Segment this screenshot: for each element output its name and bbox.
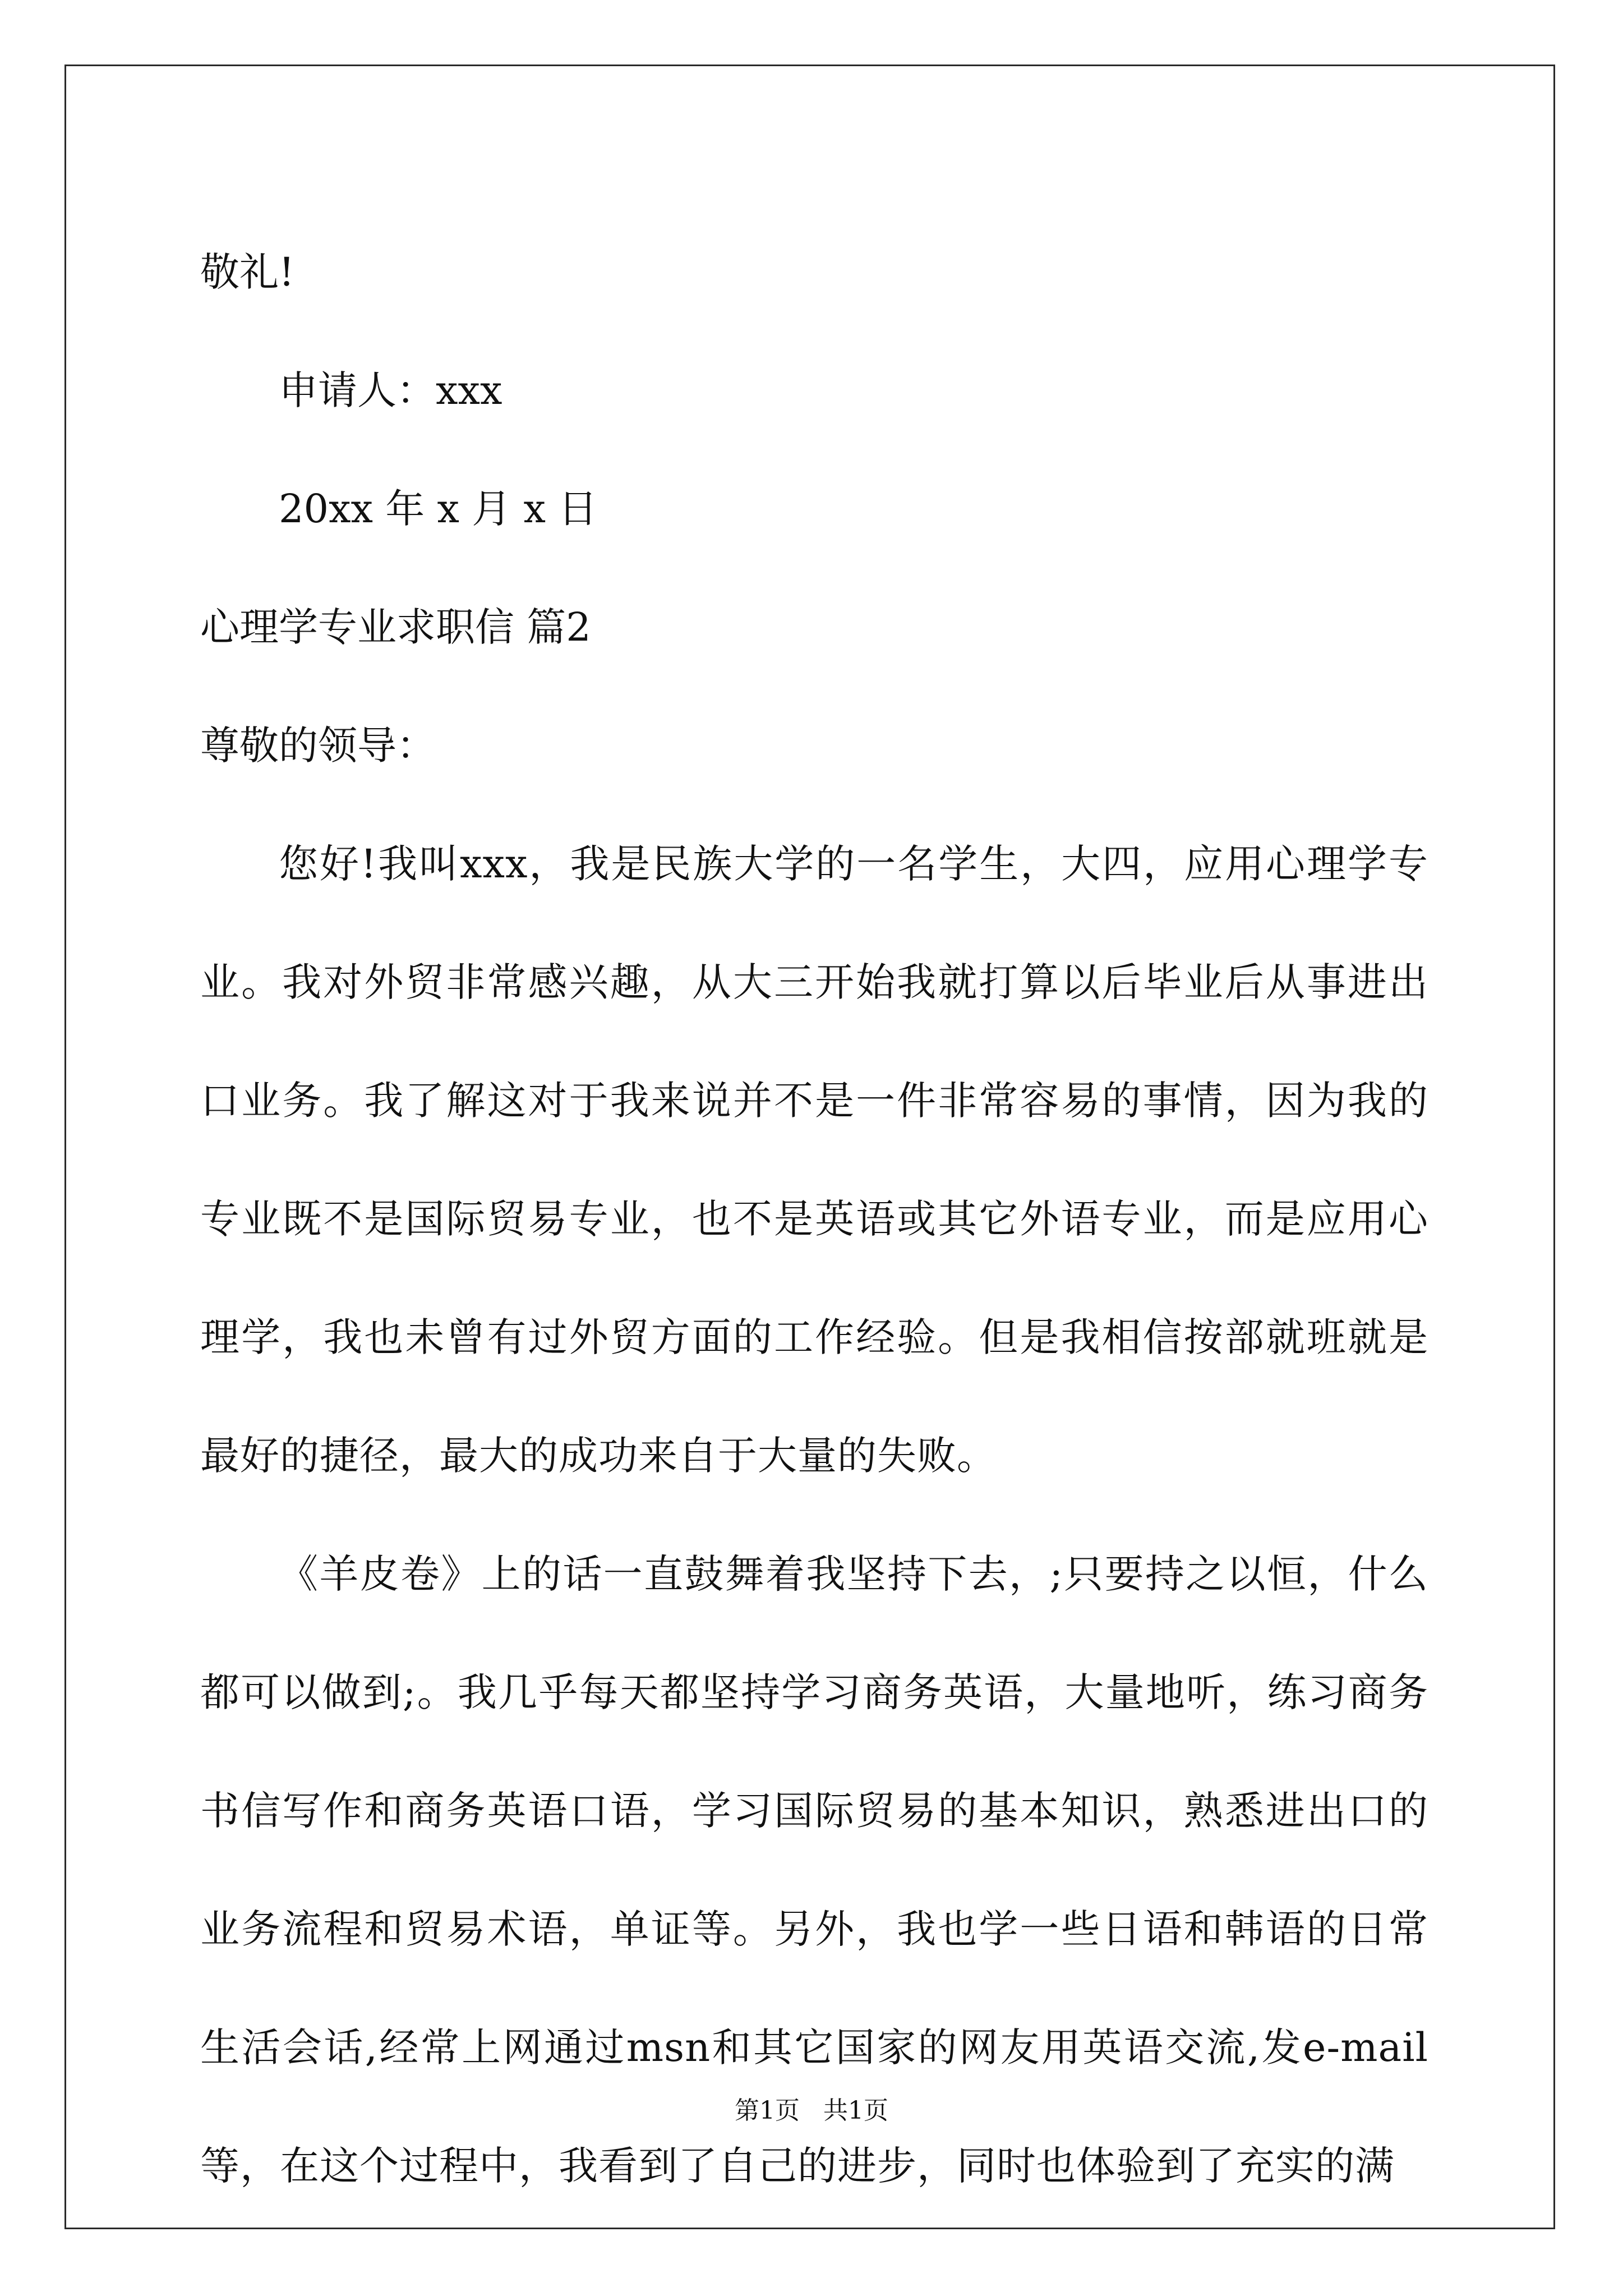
page-footer [0, 2094, 1623, 2128]
body-paragraph-2: 《羊皮卷》上的话一直鼓舞着我坚持下去，;只要持之以恒，什么都可以做到;。我几乎每天都坚持学习商务英语，大量地听，练习商务书信写作和商务英语口语，学习国际贸易的基本知识，熟悉进出口的业务流程和贸易术语，单证等。另外，我也学一些日语和韩语的日常生活会话,经常上网通过msn和其它国家的网友用英语交流,发e-mail等，在这个过程中，我看到了自己的进步，同时也体验到了充实的满 [200, 1551, 1428, 2189]
body-paragraph-1: 您好!我叫xxx，我是民族大学的一名学生，大四，应用心理学专业。我对外贸非常感兴趣，从大三开始我就打算以后毕业后从事进出口业务。我了解这对于我来说并不是一件非常容易的事情，因为我的专业既不是国际贸易专业，也不是英语或其它外语专业，而是应用心理学，我也未曾有过外贸方面的工作经验。但是我相信按部就班就是最好的捷径，最大的成功来自于大量的失败。 [200, 841, 1428, 1479]
date-line: 20xx 年 x 月 x 日 [279, 486, 598, 532]
applicant-line: 申请人：xxx [279, 367, 502, 413]
document-body [200, 213, 1428, 2225]
closing-salute: 敬礼! [200, 249, 295, 295]
salutation: 尊敬的领导： [200, 723, 436, 769]
page-number: 第1页 共1页 [735, 2096, 888, 2125]
section-heading: 心理学专业求职信 篇2 [200, 604, 591, 650]
